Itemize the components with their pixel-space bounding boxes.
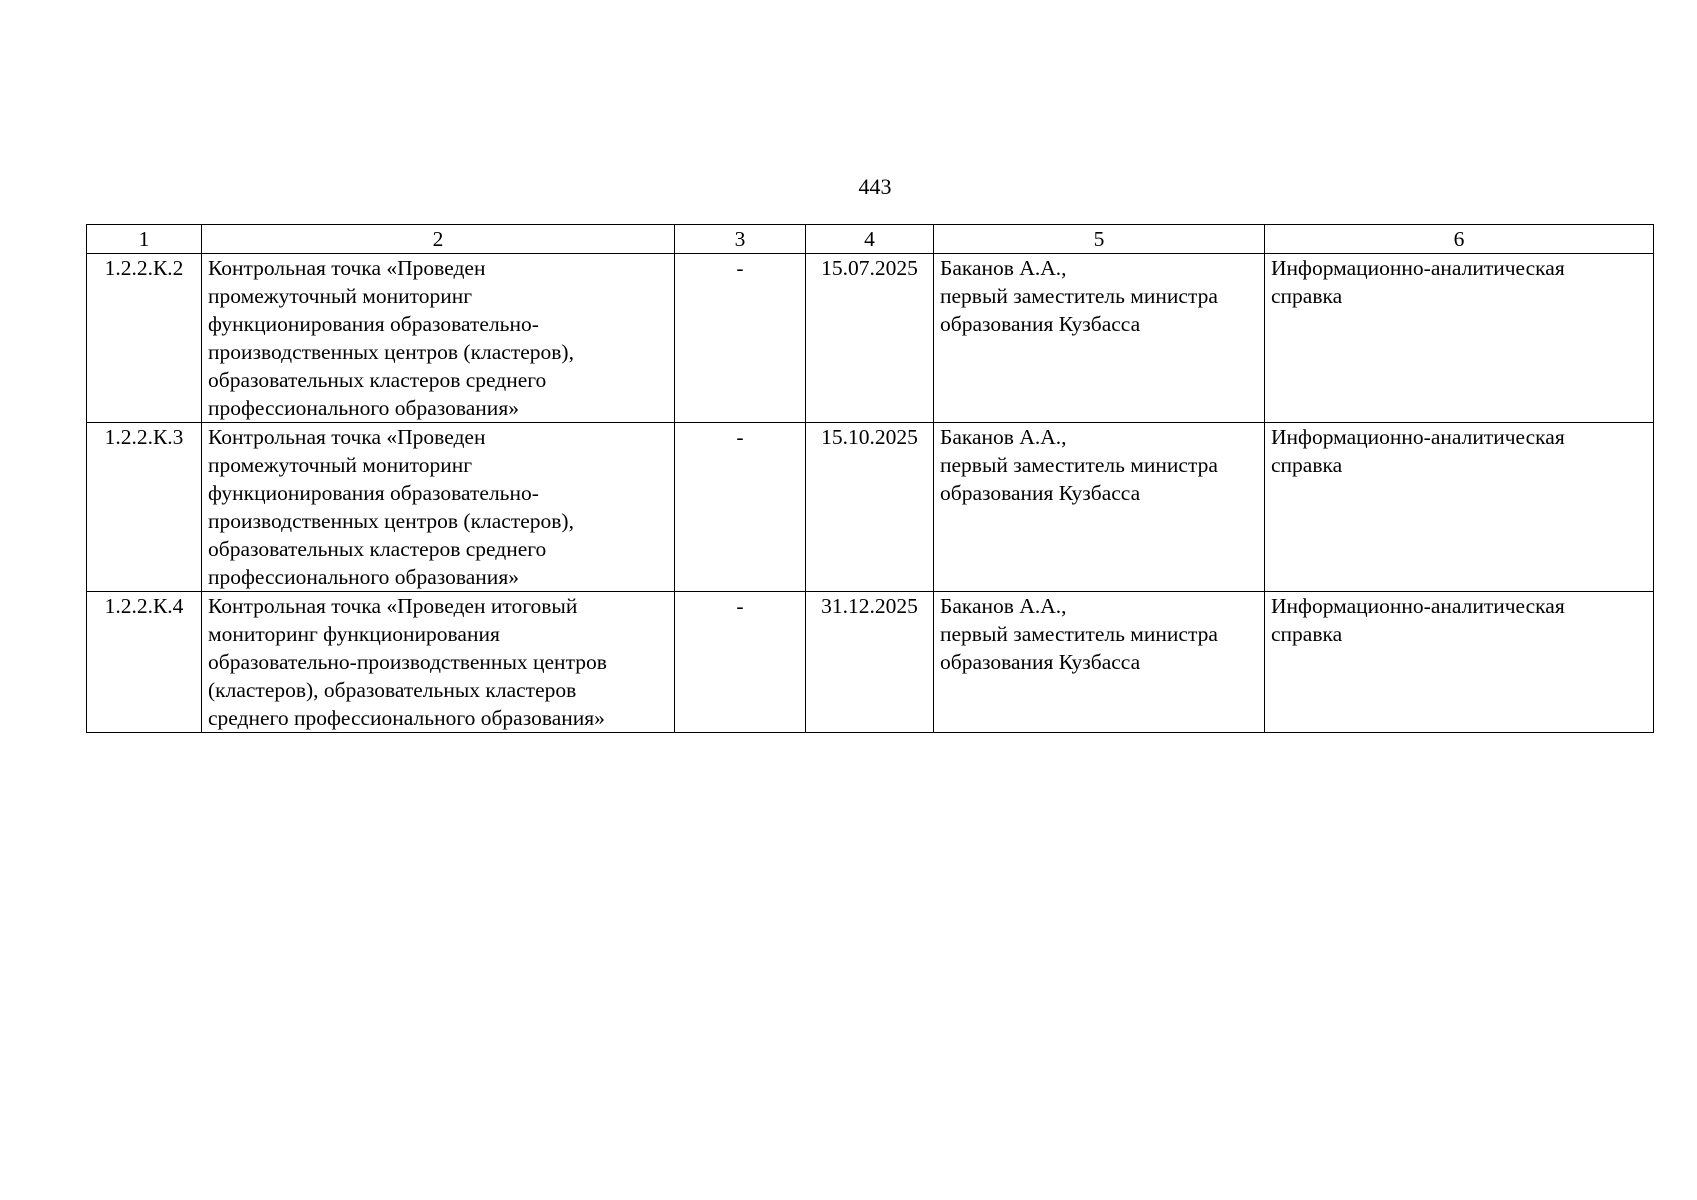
document-line: Информационно-аналитическая <box>1271 256 1565 280</box>
responsible-line: образования Кузбасса <box>940 650 1141 674</box>
description-line: профессионального образования» <box>208 396 519 420</box>
description-line: образовательных кластеров среднего <box>208 537 547 561</box>
row-number: 1.2.2.К.4 <box>87 592 202 733</box>
row-date: 15.07.2025 <box>806 254 934 423</box>
document-line: Информационно-аналитическая <box>1271 425 1565 449</box>
document-line: справка <box>1271 453 1343 477</box>
row-date: 31.12.2025 <box>806 592 934 733</box>
header-cell-6: 6 <box>1265 225 1654 254</box>
description-line: мониторинг функционирования <box>208 622 500 646</box>
row-description <box>202 254 675 423</box>
row-col3: - <box>675 592 806 733</box>
row-document-type <box>1265 592 1654 733</box>
description-line: промежуточный мониторинг <box>208 453 473 477</box>
header-cell-1: 1 <box>87 225 202 254</box>
row-number: 1.2.2.К.2 <box>87 254 202 423</box>
description-line: промежуточный мониторинг <box>208 284 473 308</box>
row-responsible <box>934 254 1265 423</box>
description-line: функционирования образовательно- <box>208 312 539 336</box>
document-line: Информационно-аналитическая <box>1271 594 1565 618</box>
row-responsible <box>934 423 1265 592</box>
description-line: Контрольная точка «Проведен итоговый <box>208 594 578 618</box>
document-line: справка <box>1271 284 1343 308</box>
description-line: производственных центров (кластеров), <box>208 509 574 533</box>
header-cell-4: 4 <box>806 225 934 254</box>
responsible-line: образования Кузбасса <box>940 481 1141 505</box>
responsible-line: Баканов А.А., <box>940 425 1067 449</box>
row-document-type <box>1265 254 1654 423</box>
description-line: Контрольная точка «Проведен <box>208 425 486 449</box>
row-description <box>202 423 675 592</box>
header-row <box>87 225 1654 254</box>
page-number: 443 <box>858 174 892 199</box>
row-col3: - <box>675 423 806 592</box>
table-header <box>87 225 1654 254</box>
table-row <box>87 254 1654 423</box>
table-row <box>87 592 1654 733</box>
description-line: образовательных кластеров среднего <box>208 368 547 392</box>
row-col3: - <box>675 254 806 423</box>
description-line: производственных центров (кластеров), <box>208 340 574 364</box>
row-description <box>202 592 675 733</box>
header-cell-3: 3 <box>675 225 806 254</box>
header-cell-2: 2 <box>202 225 675 254</box>
description-line: образовательно-производственных центров <box>208 650 607 674</box>
document-line: справка <box>1271 622 1343 646</box>
row-date: 15.10.2025 <box>806 423 934 592</box>
row-document-type <box>1265 423 1654 592</box>
description-line: (кластеров), образовательных кластеров <box>208 678 577 702</box>
responsible-line: образования Кузбасса <box>940 312 1141 336</box>
responsible-line: Баканов А.А., <box>940 594 1067 618</box>
responsible-line: первый заместитель министра <box>940 622 1218 646</box>
responsible-line: первый заместитель министра <box>940 453 1218 477</box>
plan-table <box>86 224 1654 733</box>
header-cell-5: 5 <box>934 225 1265 254</box>
description-line: среднего профессионального образования» <box>208 706 605 730</box>
table-row <box>87 423 1654 592</box>
description-line: Контрольная точка «Проведен <box>208 256 486 280</box>
row-number: 1.2.2.К.3 <box>87 423 202 592</box>
description-line: функционирования образовательно- <box>208 481 539 505</box>
responsible-line: первый заместитель министра <box>940 284 1218 308</box>
description-line: профессионального образования» <box>208 565 519 589</box>
row-responsible <box>934 592 1265 733</box>
responsible-line: Баканов А.А., <box>940 256 1067 280</box>
